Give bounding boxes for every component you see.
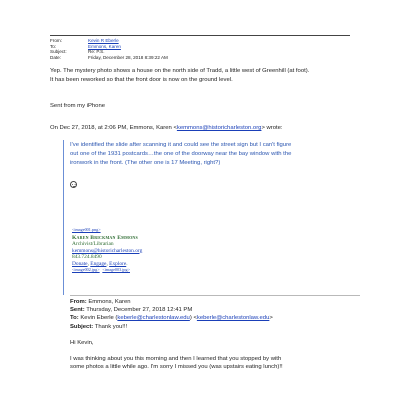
subject-value: Re: P.S. bbox=[88, 49, 105, 55]
signature-email-link[interactable]: kemmons@historicharleston.org bbox=[72, 247, 143, 254]
fwd-body-line-1: I was thinking about you this morning and then I learned that you stopped by with bbox=[70, 356, 282, 363]
quoted-line-3: ironwork in the front. (The other one is 17 Meeting, right?) bbox=[70, 160, 221, 166]
reply-body bbox=[50, 67, 360, 85]
donate-link[interactable]: Donate bbox=[72, 260, 88, 267]
quoted-line-1: I've identified the slide after scanning it and could see the street sign but I can't figure bbox=[70, 142, 292, 148]
fwd-from-label: From: bbox=[70, 299, 87, 305]
fwd-greeting: Hi Kevin, bbox=[70, 339, 94, 346]
attribution-line: On Dec 27, 2018, at 2:06 PM, Emmons, Karen <kemmons@historicharleston.org> wrote: bbox=[50, 125, 283, 131]
engage-link[interactable]: Engage bbox=[90, 260, 107, 267]
signature-name: Karen Brickman Emmons bbox=[72, 235, 138, 241]
fwd-to-email-1[interactable]: keberle@charlestonlaw.edu bbox=[117, 315, 190, 322]
fwd-to-email-2[interactable]: keberle@charlestonlaw.edu bbox=[196, 315, 270, 322]
reply-line-1: Yep. The mystery photo shows a house on the north side of Tradd, a little west of Greenhill (at foot). bbox=[50, 68, 310, 74]
signature-image-1: <image001.png> bbox=[72, 227, 101, 232]
sent-from: Sent from my iPhone bbox=[50, 103, 106, 109]
quoted-text bbox=[70, 141, 355, 168]
to-value[interactable]: Emmons, Karen bbox=[88, 43, 121, 49]
reply-line-2: It has been reworked so that the front door is now on the ground level. bbox=[50, 77, 233, 83]
date-value: Friday, December 28, 2018 8:39:22 AM bbox=[88, 54, 168, 60]
subject-label: Subject: bbox=[50, 49, 67, 55]
forwarded-divider bbox=[70, 295, 360, 296]
forwarded-message: From: Emmons, Karen Sent: Thursday, December 27, 2018 12:41 PM To: Kevin Eberle (keberle@charlestonlaw.edu) <keberle@charlestonlaw.edu> Subject: Thank you!!! Hi Kevin, I was thinking about you this morning and then I learned that you stopped by with some photos a little while ago. I'm sorry I missed you (was upstairs eating lunch)!! bbox=[70, 299, 283, 371]
date-label: Date: bbox=[50, 54, 61, 60]
smiley-icon bbox=[70, 181, 77, 188]
fwd-sent-value: Thursday, December 27, 2018 12:41 PM bbox=[86, 307, 193, 314]
to-label: To: bbox=[50, 43, 57, 49]
quoted-line-2: out one of the 1931 postcards…the one of the doorway near the bay window with the bbox=[70, 151, 292, 157]
fwd-to-label: To: bbox=[70, 315, 79, 322]
quote-bar bbox=[63, 140, 64, 295]
signature-block bbox=[72, 235, 142, 274]
fwd-subject-label: Subject: bbox=[70, 323, 94, 330]
email-header bbox=[50, 38, 168, 60]
attribution-email-link[interactable]: kemmons@historicharleston.org bbox=[176, 125, 262, 131]
fwd-from-value: Emmons, Karen bbox=[88, 299, 131, 305]
signature-title: Archivist/Librarian bbox=[72, 241, 114, 247]
fwd-subject-value: Thank you!!! bbox=[94, 323, 128, 330]
signature-phone: 843.724.8490 bbox=[72, 254, 102, 261]
from-label: From: bbox=[50, 38, 62, 43]
signature-image-2: <image002.jpg> bbox=[72, 267, 100, 273]
signature-image-3: <image003.jpg> bbox=[102, 267, 130, 273]
header-divider bbox=[50, 35, 350, 36]
signature-images bbox=[72, 267, 142, 274]
signature-links: Donate, Engage, Explore. bbox=[72, 260, 128, 267]
fwd-body-line-2: some photos a little while ago. I'm sorry I missed you (was upstairs eating lunch)!! bbox=[70, 364, 283, 371]
fwd-sent-label: Sent: bbox=[70, 307, 85, 314]
explore-link[interactable]: Explore bbox=[109, 260, 127, 267]
from-value[interactable]: Kevin R Eberle bbox=[88, 38, 119, 43]
